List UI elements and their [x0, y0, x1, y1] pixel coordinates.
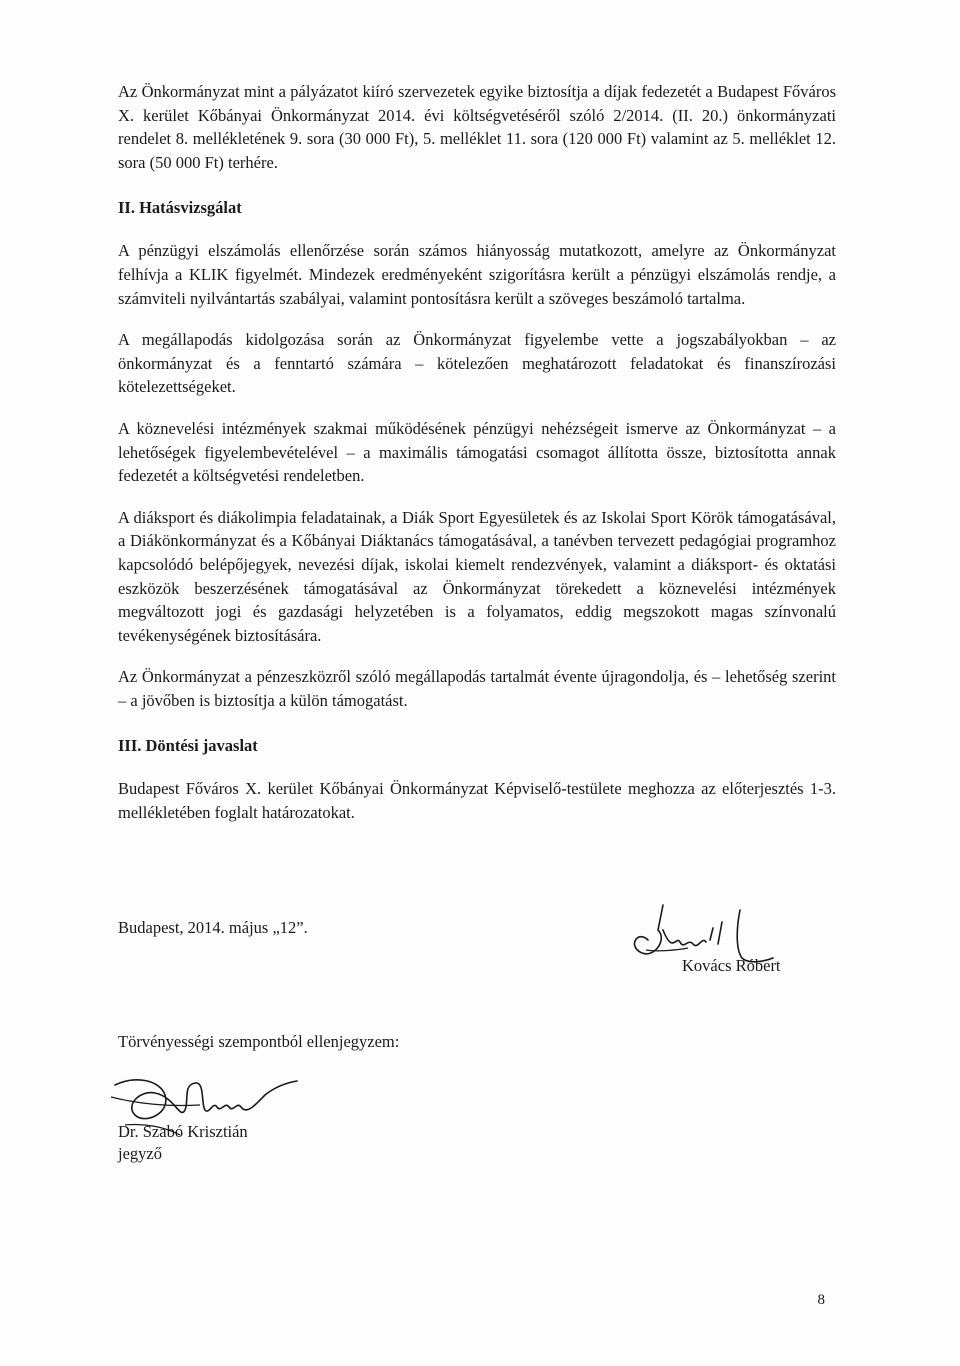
document-body	[118, 80, 836, 843]
mayor-signature	[618, 900, 778, 970]
impact-paragraph-3: A köznevelési intézmények szakmai működésének pénzügyi nehézségeit ismerve az Önkormányzat – a lehetőségek figyelembevételével – a maximális támogatási csomagot állította össze, biztosította annak fedezetét a költségvetési rendeletben.	[118, 418, 836, 486]
impact-paragraph-4: A diáksport és diákolimpia feladatainak, a Diák Sport Egyesületek és az Iskolai Sport Körök támogatásával, a Diákönkormányzat és a Kőbányai Diáktanács támogatásával, a tanévben tervezett pedagógiai programhoz kapcsolódó belépőjegyek, nevezési díjak, iskolai kiemelt rendezvények, valamint a diáksport- és oktatási eszközök beszerzésének támogatásával az Önkormányzat törekedett a köznevelési intézmények megváltozott jogi és gazdasági helyzetében is a folyamatos, eddig megszokott magas színvonalú tevékenységének biztosítására.	[118, 507, 836, 645]
section-heading-decision-proposal: III. Döntési javaslat	[118, 736, 258, 756]
notary-signature	[105, 1065, 305, 1145]
mayor-name: Kovács Róbert	[682, 956, 781, 975]
notary-title: jegyző	[118, 1144, 162, 1163]
impact-paragraph-1: A pénzügyi elszámolás ellenőrzése során számos hiányosság mutatkozott, amelyre az Önkormányzat felhívja a KLIK figyelmét. Mindezek eredményeként szigorításra került a pénzügyi elszámolás rendje, a számviteli nyilvántartás szabályai, valamint pontosításra került a szöveges beszámoló tartalma.	[118, 241, 836, 308]
place-and-date: Budapest, 2014. május „12”.	[118, 918, 308, 937]
page-number: 8	[817, 1292, 825, 1308]
impact-paragraph-5: Az Önkormányzat a pénzeszközről szóló megállapodás tartalmát évente újragondolja, és – lehetőség szerint – a jövőben is biztosítja a külön támogatást.	[118, 667, 836, 710]
countersign-label: Törvényességi szempontból ellenjegyzem:	[118, 1032, 400, 1051]
notary-name: Dr. Szabó Krisztián	[118, 1122, 248, 1141]
intro-paragraph: Az Önkormányzat mint a pályázatot kiíró szervezetek egyike biztosítja a díjak fedezetét a Budapest Főváros X. kerület Kőbányai Önkormányzat 2014. évi költségvetéséről szóló 2/2014. (II. 20.) önkormányzati rendelet 8. mellékletének 9. sora (30 000 Ft), 5. melléklet 11. sora (120 000 Ft) valamint az 5. melléklet 12. sora (50 000 Ft) terhére.	[118, 82, 836, 172]
section-heading-impact-assessment: II. Hatásvizsgálat	[118, 198, 242, 218]
decision-paragraph: Budapest Főváros X. kerület Kőbányai Önkormányzat Képviselő-testülete meghozza az előterjesztés 1-3. mellékletében foglalt határozatokat.	[118, 779, 836, 823]
impact-paragraph-2: A megállapodás kidolgozása során az Önkormányzat figyelembe vette a jogszabályokban – az önkormányzat és a fenntartó számára – kötelezően meghatározott feladatokat és finanszírozási kötelezettségeket.	[118, 330, 836, 397]
